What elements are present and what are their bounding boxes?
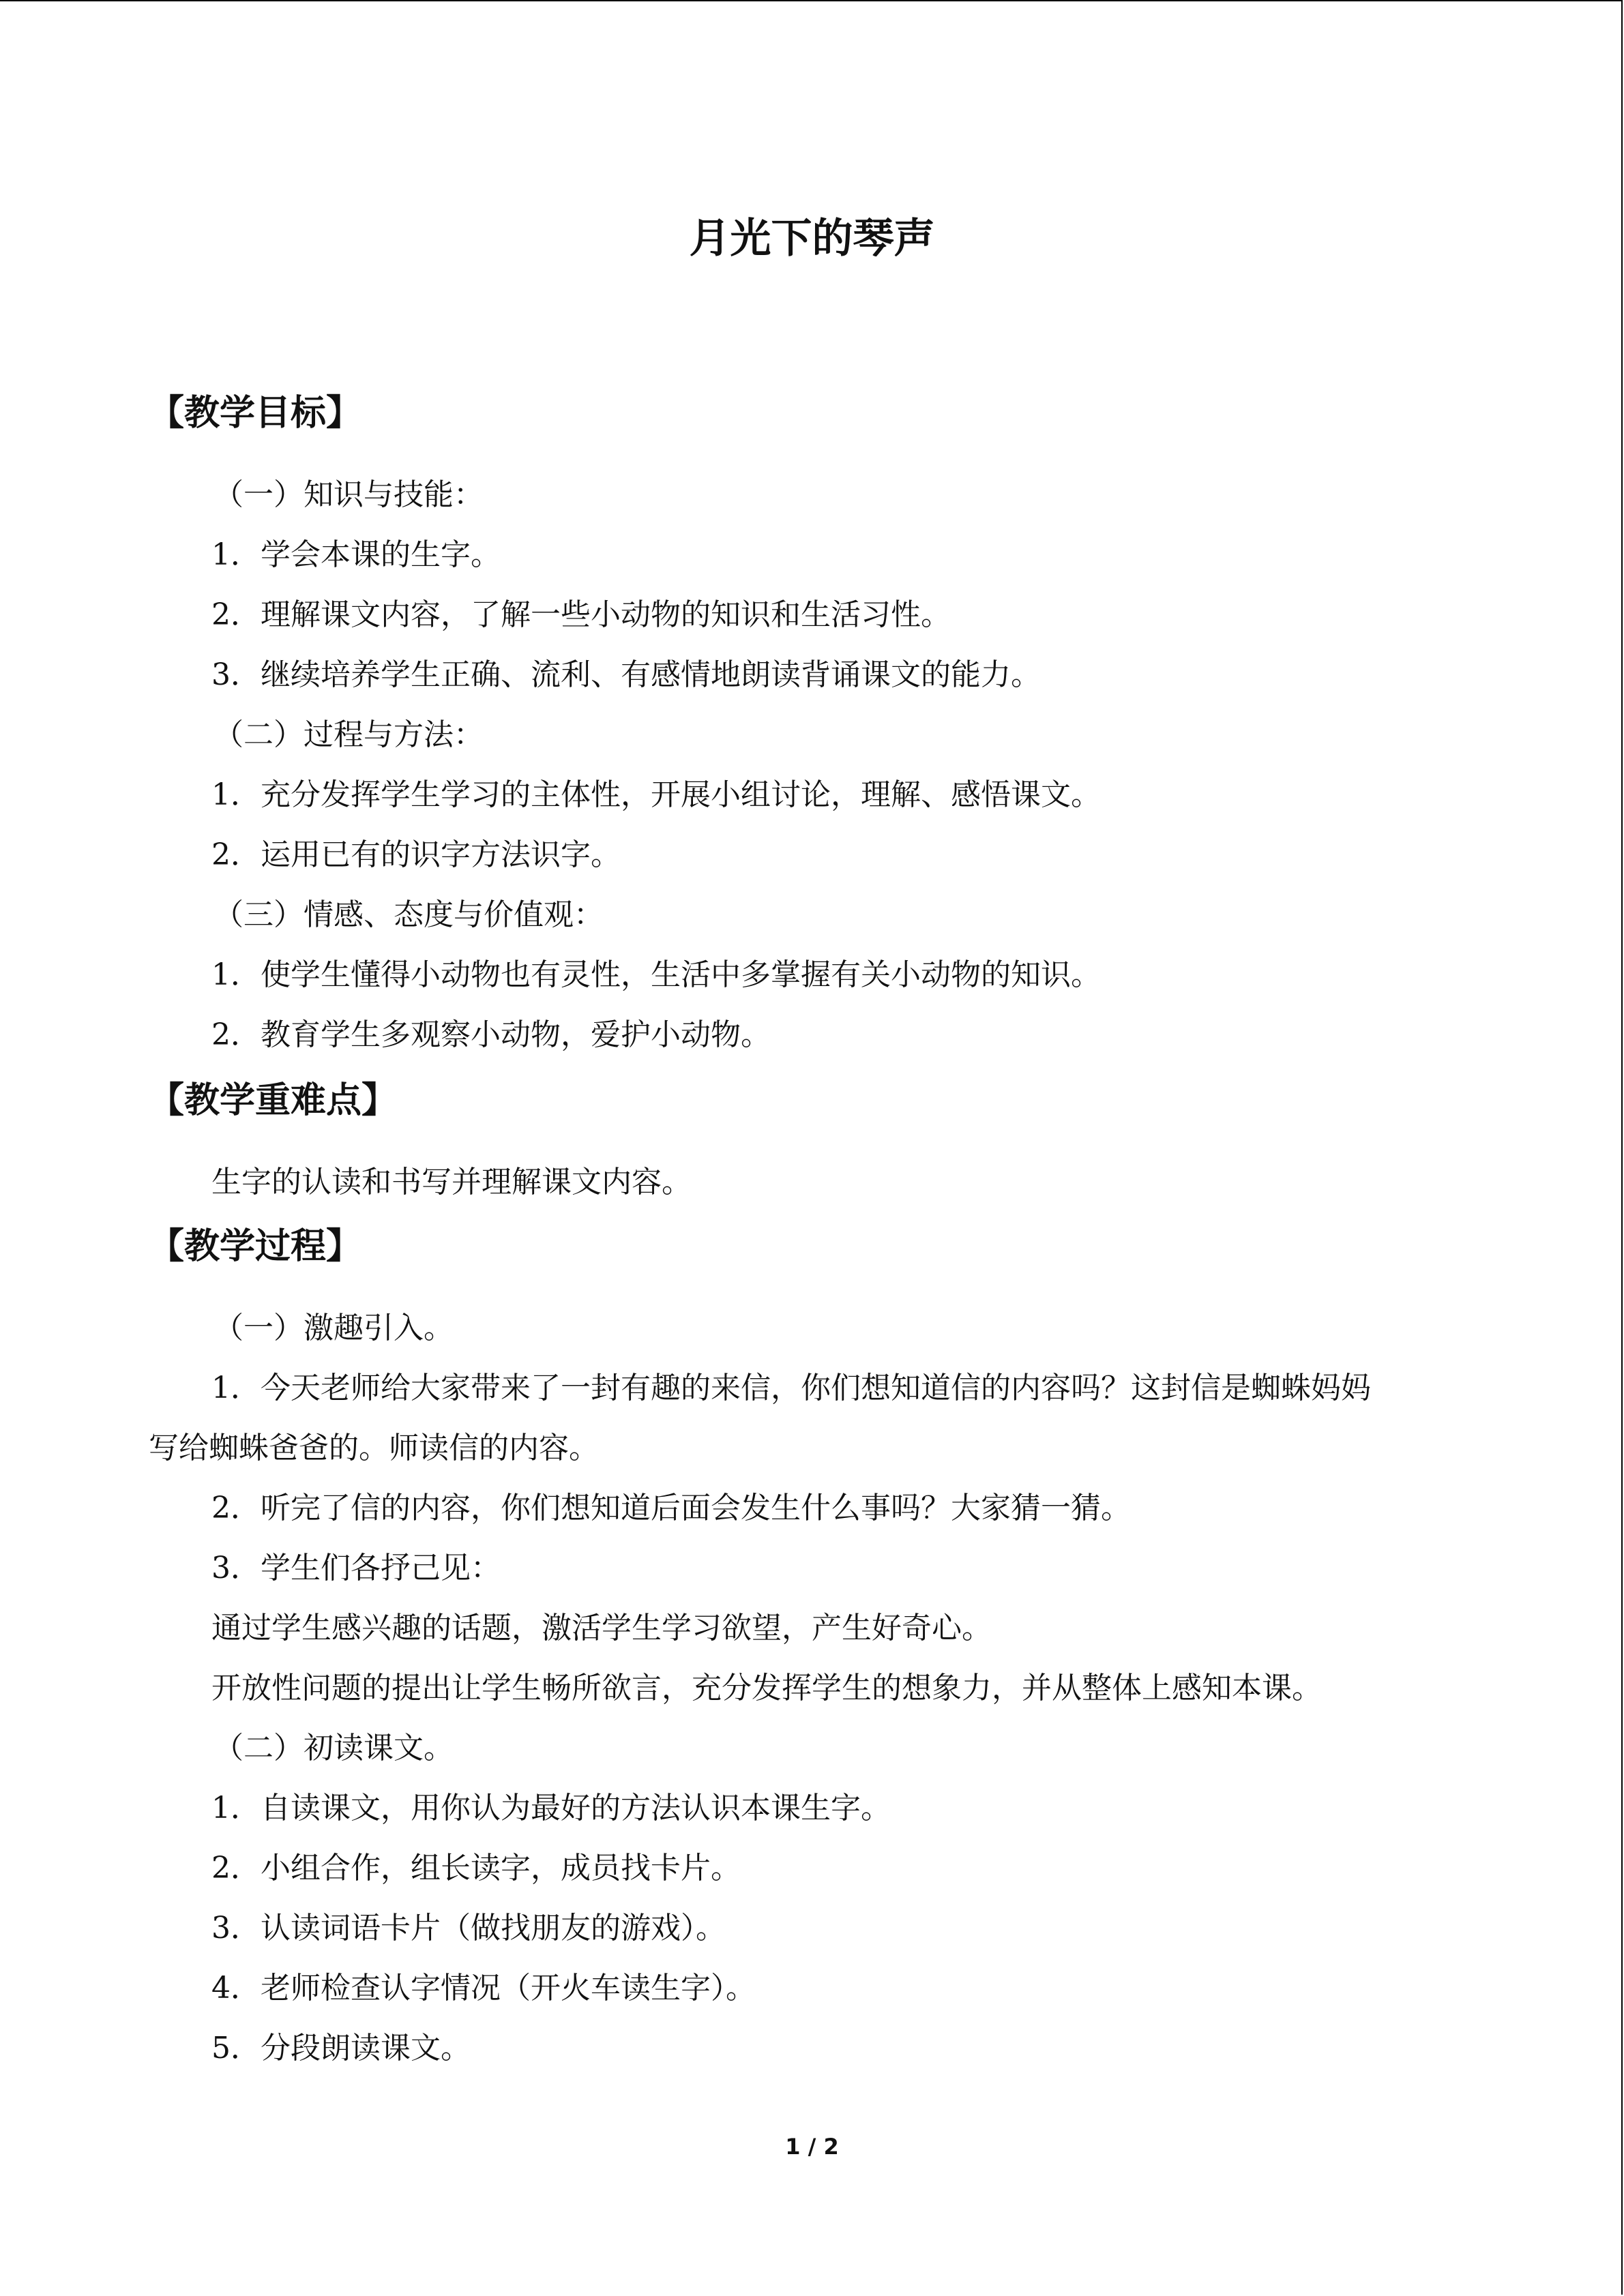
- goals-line: （三）情感、态度与价值观：: [213, 897, 604, 932]
- page-number: 1 / 2: [785, 2134, 839, 2160]
- goals-line: 3．继续培养学生正确、流利、有感情地朗读背诵课文的能力。: [211, 657, 1041, 692]
- process-line: 开放性问题的提出让学生畅所欲言，充分发挥学生的想象力，并从整体上感知本课。: [211, 1671, 1322, 1705]
- process-line: 3．学生们各抒己见：: [211, 1551, 501, 1585]
- goals-line: （一）知识与技能：: [213, 477, 484, 512]
- process-line: 1．今天老师给大家带来了一封有趣的来信，你们想知道信的内容吗？这封信是蜘蛛妈妈: [211, 1371, 1371, 1405]
- process-line: 5．分段朗读课文。: [211, 2031, 471, 2066]
- goals-line: 2．运用已有的识字方法识字。: [211, 837, 621, 872]
- process-line: 写给蜘蛛爸爸的。师读信的内容。: [149, 1431, 599, 1465]
- goals-line: 2．理解课文内容，了解一些小动物的知识和生活习性。: [211, 597, 951, 632]
- process-line: （二）初读课文。: [213, 1731, 454, 1765]
- key-points-line: 生字的认读和书写并理解课文内容。: [211, 1165, 692, 1199]
- section-heading-goals: 【教学目标】: [149, 392, 362, 434]
- goals-line: 2．教育学生多观察小动物，爱护小动物。: [211, 1017, 771, 1052]
- process-line: （一）激趣引入。: [213, 1311, 454, 1345]
- goals-line: 1．充分发挥学生学习的主体性，开展小组讨论，理解、感悟课文。: [211, 777, 1101, 812]
- process-line: 2．小组合作，组长读字，成员找卡片。: [211, 1851, 741, 1885]
- process-line: 1．自读课文，用你认为最好的方法认识本课生字。: [211, 1791, 891, 1825]
- process-line: 通过学生感兴趣的话题，激活学生学习欲望，产生好奇心。: [211, 1611, 992, 1645]
- process-line: 3．认读词语卡片（做找朋友的游戏）。: [211, 1911, 726, 1945]
- goals-line: （二）过程与方法：: [213, 717, 484, 752]
- section-heading-key-points: 【教学重难点】: [149, 1079, 398, 1121]
- section-heading-process: 【教学过程】: [149, 1225, 362, 1267]
- goals-line: 1．学会本课的生字。: [211, 537, 501, 572]
- process-line: 4．老师检查认字情况（开火车读生字）。: [211, 1971, 756, 2006]
- document-title: 月光下的琴声: [689, 215, 935, 263]
- process-line: 2．听完了信的内容，你们想知道后面会发生什么事吗？大家猜一猜。: [211, 1491, 1131, 1525]
- goals-line: 1．使学生懂得小动物也有灵性，生活中多掌握有关小动物的知识。: [211, 957, 1101, 992]
